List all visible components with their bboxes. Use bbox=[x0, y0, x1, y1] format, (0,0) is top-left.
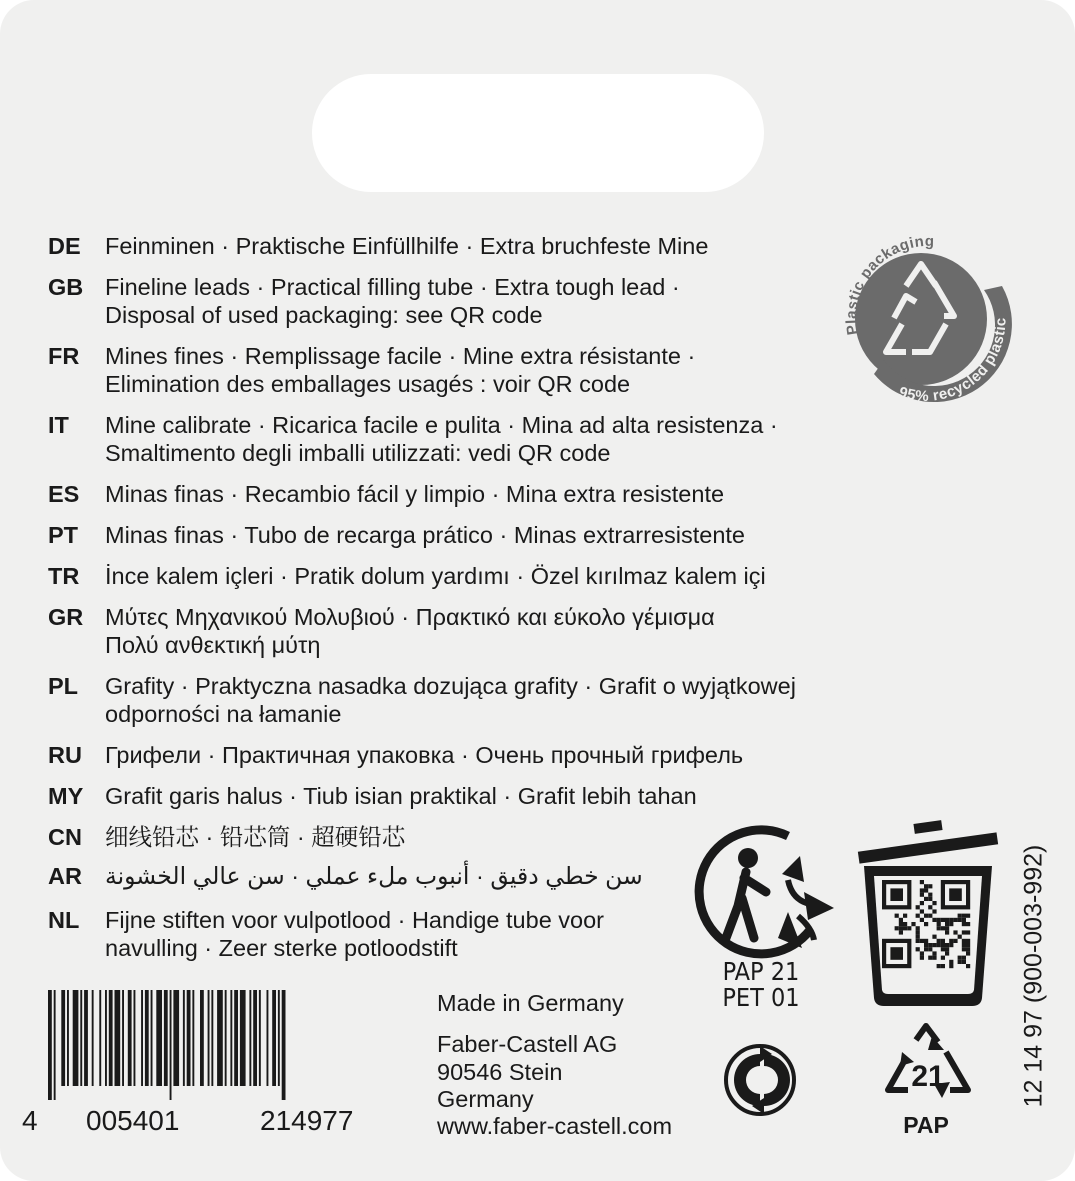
language-description bbox=[105, 782, 697, 810]
barcode-bar bbox=[187, 990, 191, 1086]
qr-module bbox=[966, 914, 970, 918]
description-line: Feinminen · Praktische Einfüllhilfe · Extra bruchfeste Mine bbox=[105, 233, 709, 259]
qr-module bbox=[928, 956, 932, 960]
tidyman-line1: PAP 21 bbox=[722, 957, 800, 986]
tidyman-line2: PET 01 bbox=[722, 983, 800, 1012]
qr-module bbox=[937, 939, 941, 943]
qr-module bbox=[903, 914, 907, 918]
language-code: MY bbox=[48, 783, 84, 809]
qr-module bbox=[966, 922, 970, 926]
qr-module bbox=[958, 918, 962, 922]
qr-module bbox=[924, 888, 928, 892]
barcode-bar bbox=[141, 990, 143, 1086]
qr-module bbox=[937, 926, 941, 930]
company-country: Germany bbox=[437, 1086, 534, 1112]
language-code: FR bbox=[48, 343, 80, 369]
qr-module bbox=[928, 905, 932, 909]
qr-module bbox=[966, 939, 970, 943]
qr-module bbox=[899, 922, 903, 926]
qr-module bbox=[937, 918, 941, 922]
language-description bbox=[105, 232, 708, 260]
qr-module bbox=[945, 922, 949, 926]
qr-module bbox=[928, 947, 932, 951]
qr-module bbox=[937, 922, 941, 926]
language-code: PT bbox=[48, 522, 79, 548]
barcode-bar bbox=[272, 990, 276, 1086]
hang-hole bbox=[312, 74, 764, 192]
barcode-bar bbox=[151, 990, 153, 1086]
qr-module bbox=[937, 964, 941, 968]
barcode-bar bbox=[67, 990, 69, 1086]
qr-module bbox=[949, 918, 953, 922]
qr-finder bbox=[890, 888, 903, 901]
description-line: odporności na łamanie bbox=[105, 701, 342, 727]
qr-module bbox=[966, 943, 970, 947]
qr-module bbox=[895, 926, 899, 930]
barcode-bar bbox=[211, 990, 213, 1086]
description-line: Грифели · Практичная упаковка · Очень прочный грифель bbox=[105, 742, 744, 768]
barcode-bar bbox=[92, 990, 94, 1086]
qr-module bbox=[962, 930, 966, 934]
description-line: Mine calibrate · Ricarica facile e pulita · Mina ad alta resistenza · bbox=[105, 412, 778, 438]
description-line: İnce kalem içleri · Pratik dolum yardımı · Özel kırılmaz kalem içi bbox=[105, 563, 766, 589]
language-description bbox=[105, 273, 680, 329]
qr-module bbox=[924, 947, 928, 951]
language-description bbox=[105, 603, 715, 659]
pap-number: 21 bbox=[911, 1060, 945, 1093]
qr-module bbox=[920, 909, 924, 913]
barcode-bar bbox=[122, 990, 124, 1086]
qr-module bbox=[920, 901, 924, 905]
description-line: Disposal of used packaging: see QR code bbox=[105, 302, 543, 328]
language-description bbox=[105, 906, 604, 962]
barcode bbox=[48, 990, 372, 1100]
qr-module bbox=[924, 897, 928, 901]
qr-module bbox=[932, 943, 936, 947]
barcode-bar bbox=[73, 990, 79, 1086]
description-line: Fijne stiften voor vulpotlood · Handige tube voor bbox=[105, 907, 605, 933]
barcode-bar bbox=[156, 990, 162, 1086]
qr-module bbox=[932, 918, 936, 922]
language-description bbox=[105, 342, 695, 398]
qr-module bbox=[903, 926, 907, 930]
qr-module bbox=[920, 939, 924, 943]
barcode-bar bbox=[99, 990, 101, 1086]
qr-finder bbox=[890, 947, 903, 960]
barcode-bar bbox=[217, 990, 223, 1086]
qr-module bbox=[941, 947, 945, 951]
description-line: 细线铅芯 · 铅芯筒 · 超硬铅芯 bbox=[105, 824, 406, 850]
language-description bbox=[105, 521, 745, 549]
qr-module bbox=[953, 930, 957, 934]
qr-module bbox=[949, 922, 953, 926]
language-code: DE bbox=[48, 233, 81, 259]
description-line: navulling · Zeer sterke potloodstift bbox=[105, 935, 458, 961]
qr-module bbox=[958, 914, 962, 918]
description-line: Πολύ ανθεκτική μύτη bbox=[105, 632, 321, 658]
barcode-bar bbox=[234, 990, 238, 1086]
barcode-bar bbox=[183, 990, 185, 1086]
badge-top-text: Plastic packaging bbox=[843, 232, 935, 337]
description-line: سن خطي دقيق · أنبوب ملء عملي · سن عالي الخشونة bbox=[105, 863, 643, 889]
language-code: ES bbox=[48, 481, 80, 507]
barcode-bar bbox=[267, 990, 269, 1086]
barcode-bar bbox=[225, 990, 227, 1086]
recycled-plastic-badge bbox=[826, 224, 1016, 414]
barcode-bar bbox=[208, 990, 210, 1086]
qr-module bbox=[932, 935, 936, 939]
qr-module bbox=[924, 939, 928, 943]
qr-module bbox=[962, 960, 966, 964]
barcode-bar bbox=[48, 990, 52, 1100]
description-line: Smaltimento degli imballi utilizzati: vedi QR code bbox=[105, 440, 611, 466]
qr-module bbox=[941, 956, 945, 960]
qr-module bbox=[949, 943, 953, 947]
qr-module bbox=[941, 939, 945, 943]
qr-module bbox=[928, 897, 932, 901]
qr-module bbox=[945, 951, 949, 955]
language-code: GB bbox=[48, 274, 84, 300]
company-city: 90546 Stein bbox=[437, 1059, 563, 1085]
language-description bbox=[105, 672, 796, 728]
barcode-bar bbox=[54, 990, 56, 1100]
qr-module bbox=[899, 918, 903, 922]
qr-module bbox=[937, 943, 941, 947]
language-description bbox=[105, 823, 405, 851]
language-code: RU bbox=[48, 742, 82, 768]
barcode-bar bbox=[259, 990, 261, 1086]
qr-module bbox=[932, 909, 936, 913]
description-line: Grafity · Praktyczna nasadka dozująca grafity · Grafit o wyjątkowej bbox=[105, 673, 796, 699]
qr-module bbox=[966, 947, 970, 951]
qr-module bbox=[903, 922, 907, 926]
qr-module bbox=[962, 939, 966, 943]
qr-module bbox=[962, 922, 966, 926]
qr-module bbox=[945, 943, 949, 947]
qr-module bbox=[916, 905, 920, 909]
qr-module bbox=[958, 956, 962, 960]
qr-module bbox=[928, 884, 932, 888]
language-code: NL bbox=[48, 907, 80, 933]
description-line: Minas finas · Tubo de recarga prático · Minas extrarresistente bbox=[105, 522, 745, 548]
qr-module bbox=[920, 951, 924, 955]
barcode-bar bbox=[109, 990, 113, 1086]
qr-module bbox=[895, 914, 899, 918]
language-code: TR bbox=[48, 563, 80, 589]
qr-module bbox=[945, 947, 949, 951]
barcode-right-group: 214977 bbox=[260, 1105, 354, 1136]
language-code: CN bbox=[48, 824, 82, 850]
description-line: Fineline leads · Practical filling tube · Extra tough lead · bbox=[105, 274, 680, 300]
qr-module bbox=[945, 926, 949, 930]
qr-module bbox=[920, 893, 924, 897]
qr-module bbox=[941, 964, 945, 968]
qr-module bbox=[916, 926, 920, 930]
qr-module bbox=[958, 960, 962, 964]
qr-module bbox=[962, 947, 966, 951]
qr-module bbox=[949, 939, 953, 943]
description-line: Mines fines · Remplissage facile · Mine extra résistante · bbox=[105, 343, 696, 369]
language-code: PL bbox=[48, 673, 79, 699]
qr-module bbox=[916, 947, 920, 951]
barcode-bar bbox=[278, 990, 280, 1086]
description-line: Elimination des emballages usagés : voir QR code bbox=[105, 371, 631, 397]
language-description bbox=[105, 480, 724, 508]
qr-module bbox=[953, 939, 957, 943]
barcode-bar bbox=[200, 990, 204, 1086]
barcode-bar bbox=[192, 990, 194, 1086]
qr-module bbox=[932, 956, 936, 960]
qr-module bbox=[966, 930, 970, 934]
language-code: GR bbox=[48, 604, 84, 630]
qr-module bbox=[962, 943, 966, 947]
qr-module bbox=[920, 888, 924, 892]
qr-module bbox=[962, 914, 966, 918]
language-description bbox=[105, 862, 643, 890]
company-name: Faber-Castell AG bbox=[437, 1031, 618, 1057]
qr-module bbox=[962, 918, 966, 922]
qr-module bbox=[916, 930, 920, 934]
description-line: Grafit garis halus · Tiub isian praktikal · Grafit lebih tahan bbox=[105, 783, 697, 809]
qr-module bbox=[928, 893, 932, 897]
qr-module bbox=[941, 918, 945, 922]
qr-module bbox=[916, 935, 920, 939]
barcode-bar bbox=[170, 990, 172, 1100]
barcode-bar bbox=[61, 990, 65, 1086]
qr-module bbox=[899, 930, 903, 934]
qr-module bbox=[911, 922, 915, 926]
barcode-bar bbox=[282, 990, 286, 1100]
qr-module bbox=[920, 956, 924, 960]
qr-module bbox=[932, 951, 936, 955]
barcode-bar bbox=[84, 990, 88, 1086]
language-description bbox=[105, 741, 743, 769]
qr-module bbox=[941, 926, 945, 930]
barcode-bar bbox=[164, 990, 168, 1086]
qr-module bbox=[899, 926, 903, 930]
qr-module bbox=[945, 918, 949, 922]
made-in-text: Made in Germany bbox=[437, 990, 624, 1016]
qr-module bbox=[932, 901, 936, 905]
qr-module bbox=[924, 943, 928, 947]
badge-side-text: 95% recycled plastic bbox=[896, 317, 1010, 406]
barcode-bar bbox=[80, 990, 82, 1086]
qr-module bbox=[924, 884, 928, 888]
qr-module bbox=[928, 914, 932, 918]
qr-module bbox=[966, 964, 970, 968]
qr-module bbox=[949, 964, 953, 968]
qr-module bbox=[928, 943, 932, 947]
article-code: 12 14 97 (900-003-992) bbox=[1019, 844, 1048, 1108]
qr-module bbox=[941, 943, 945, 947]
qr-module bbox=[920, 918, 924, 922]
pap-label: PAP bbox=[903, 1112, 949, 1138]
tidyman-triman-icon bbox=[692, 820, 842, 960]
description-line: Μύτες Μηχανικού Μολυβιού · Πρακτικό και εύκολο γέμισμα bbox=[105, 604, 715, 630]
pap-recycling-icon bbox=[880, 1020, 976, 1108]
barcode-bar bbox=[134, 990, 136, 1086]
qr-module bbox=[945, 930, 949, 934]
qr-module bbox=[916, 914, 920, 918]
language-code: AR bbox=[48, 863, 82, 889]
qr-module bbox=[924, 914, 928, 918]
qr-module bbox=[924, 922, 928, 926]
qr-module bbox=[962, 956, 966, 960]
language-description bbox=[105, 562, 766, 590]
company-website: www.faber-castell.com bbox=[437, 1113, 673, 1139]
description-line: Minas finas · Recambio fácil y limpio · Mina extra resistente bbox=[105, 481, 725, 507]
qr-module bbox=[916, 939, 920, 943]
qr-finder bbox=[949, 888, 962, 901]
qr-module bbox=[920, 880, 924, 884]
qr-module bbox=[907, 926, 911, 930]
barcode-bar bbox=[115, 990, 121, 1086]
barcode-bar bbox=[173, 990, 179, 1086]
barcode-first-digit: 4 bbox=[22, 1105, 38, 1136]
waste-bin-icon bbox=[856, 820, 1000, 1010]
barcode-bar bbox=[249, 990, 251, 1086]
qr-module bbox=[953, 918, 957, 922]
barcode-left-group: 005401 bbox=[86, 1105, 180, 1136]
barcode-bar bbox=[240, 990, 246, 1086]
barcode-bar bbox=[105, 990, 107, 1086]
qr-module bbox=[958, 935, 962, 939]
barcode-bar bbox=[253, 990, 257, 1086]
barcode-bar bbox=[145, 990, 149, 1086]
qr-module bbox=[966, 951, 970, 955]
barcode-bar bbox=[128, 990, 132, 1086]
qr-module bbox=[949, 960, 953, 964]
green-dot-icon bbox=[722, 1042, 798, 1118]
barcode-bar bbox=[230, 990, 232, 1086]
language-description bbox=[105, 411, 778, 467]
language-code: IT bbox=[48, 412, 69, 438]
